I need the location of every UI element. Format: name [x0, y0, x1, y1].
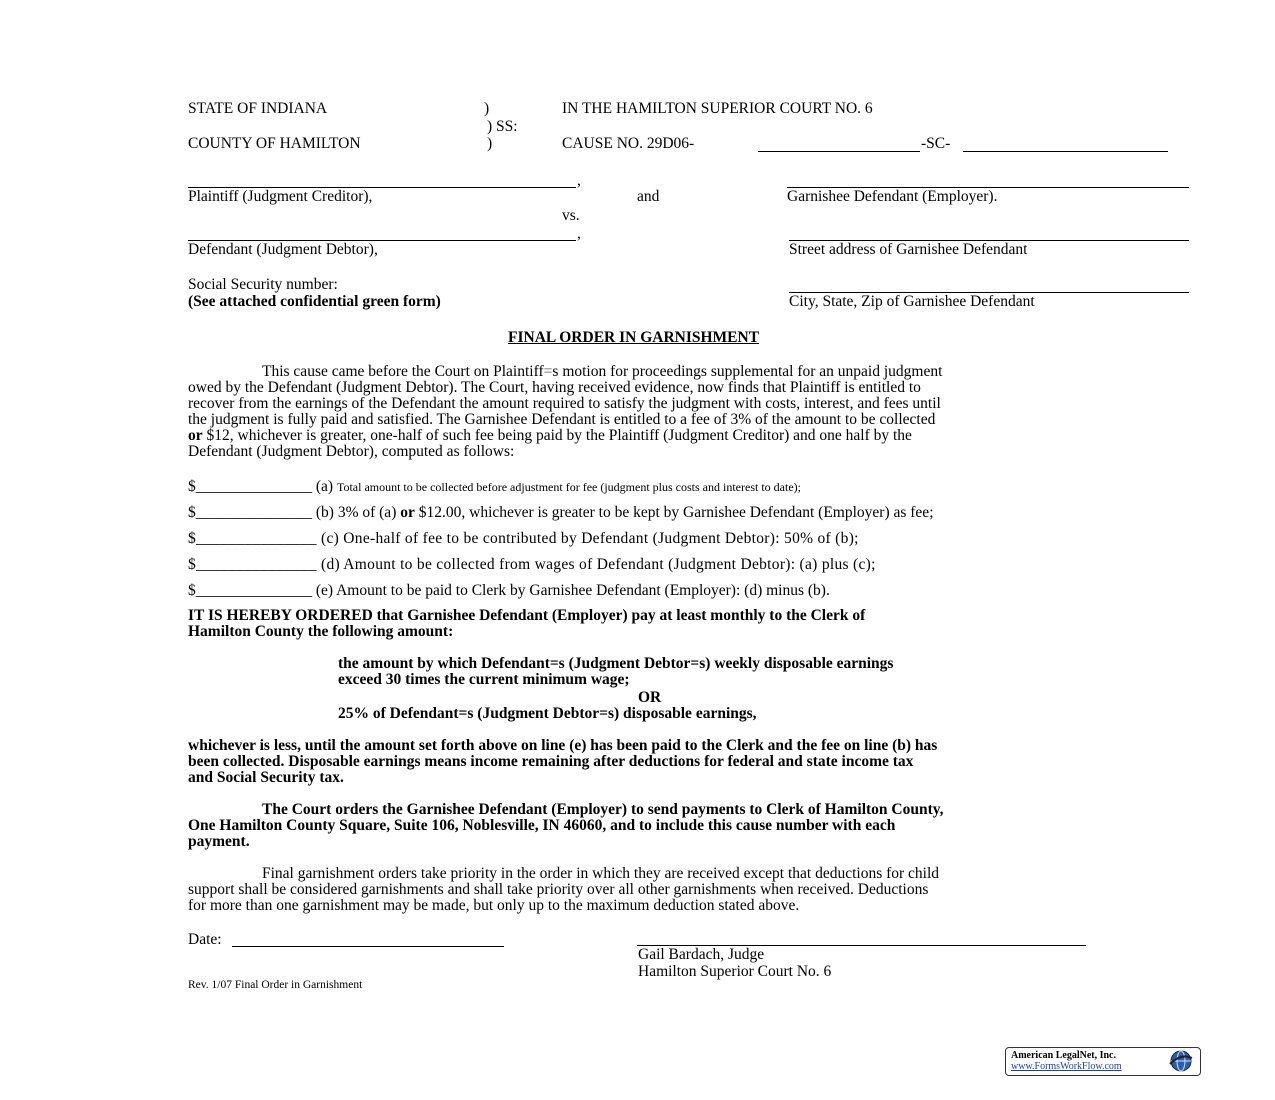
- dollar-sign: $: [188, 556, 197, 573]
- court-heading: IN THE HAMILTON SUPERIOR COURT NO. 6: [562, 100, 873, 117]
- caption-paren: ): [487, 135, 493, 152]
- amount-c-blank[interactable]: _______________: [196, 530, 317, 547]
- paragraph-line: whichever is less, until the amount set forth above on line (e) has been paid to the Clerk and the fee on line (b) has: [188, 737, 938, 754]
- item-a-row: [188, 478, 801, 496]
- paragraph-line: been collected. Disposable earnings means income remaining after deductions for federal and state income tax: [188, 753, 914, 770]
- intro-line: $12, whichever is greater, one-half of such fee being paid by the Plaintiff (Judgment Creditor) and one half by the: [202, 427, 912, 444]
- cause-number-blank-1[interactable]: [758, 151, 920, 152]
- and-label: and: [637, 188, 660, 205]
- intro-line: recover from the earnings of the Defendant the amount required to satisfy the judgment with costs, interest, and fees until: [188, 395, 941, 412]
- amount-a-blank[interactable]: _______________: [195, 478, 312, 495]
- order-line: IT IS HEREBY ORDERED that Garnishee Defendant (Employer) pay at least monthly to the Clerk of: [188, 607, 866, 624]
- item-b-text: (b) 3% of (a): [315, 504, 401, 521]
- intro-symbol: =: [543, 363, 553, 380]
- defendant-comma: ,: [577, 225, 581, 242]
- cause-number-blank-2[interactable]: [963, 151, 1168, 152]
- logo-url-link[interactable]: www.FormsWorkFlow.com: [1011, 1061, 1122, 1072]
- intro-line: Defendant (Judgment Debtor), computed as follows:: [188, 443, 515, 460]
- caption-paren-ss: ) SS:: [487, 118, 518, 135]
- item-e-text: (e) Amount to be paid to Clerk by Garnishee Defendant (Employer): (d) minus (b).: [315, 582, 830, 599]
- item-b-or: or: [400, 504, 415, 521]
- option-1-line: the amount by which Defendant=s (Judgment Debtor=s) weekly disposable earnings: [338, 655, 894, 672]
- whichever-less-paragraph: [188, 738, 1200, 786]
- priority-paragraph: [188, 866, 1200, 914]
- american-legalnet-logo[interactable]: [1005, 1047, 1201, 1076]
- date-label: Date:: [188, 931, 222, 948]
- dollar-sign: $: [188, 582, 196, 599]
- ssn-label: Social Security number:: [188, 276, 338, 293]
- state-label: STATE OF INDIANA: [188, 100, 328, 117]
- garnishee-label: Garnishee Defendant (Employer).: [787, 188, 998, 205]
- plaintiff-label: Plaintiff (Judgment Creditor),: [188, 188, 373, 205]
- payment-paragraph: [188, 802, 1200, 850]
- paragraph-line: One Hamilton County Square, Suite 106, Noblesville, IN 46060, and to include this cause number with each: [188, 817, 896, 834]
- intro-or: or: [188, 427, 203, 444]
- intro-line: owed by the Defendant (Judgment Debtor). The Court, having received evidence, now finds that Plaintiff is entitled to: [188, 379, 921, 396]
- revision-note: Rev. 1/07 Final Order in Garnishment: [188, 979, 363, 991]
- item-e-row: [188, 582, 830, 599]
- logo-company: American LegalNet, Inc.: [1011, 1050, 1116, 1061]
- paragraph-line: and Social Security tax.: [188, 769, 344, 786]
- dollar-sign: $: [188, 478, 196, 495]
- amount-e-blank[interactable]: _______________: [195, 582, 312, 599]
- cause-sc-label: -SC-: [921, 135, 951, 152]
- judge-name: Gail Bardach, Judge: [638, 946, 765, 963]
- ssn-note: (See attached confidential green form): [188, 293, 441, 310]
- intro-paragraph: [188, 364, 1200, 460]
- vs-label: vs.: [562, 207, 580, 224]
- option-1-line: exceed 30 times the current minimum wage;: [338, 671, 630, 688]
- intro-line: This cause came before the Court on Plaintiff: [262, 363, 544, 380]
- globe-icon: [1168, 1049, 1194, 1073]
- defendant-label: Defendant (Judgment Debtor),: [188, 241, 378, 258]
- intro-line: the judgment is fully paid and satisfied. The Garnishee Defendant is entitled to a fee of 3% of the amount to be collected: [188, 411, 936, 428]
- caption-paren: ): [484, 100, 490, 117]
- item-c-text: (c) One-half of fee to be contributed by Defendant (Judgment Debtor): 50% of (b);: [321, 530, 859, 547]
- paragraph-line: support shall be considered garnishments and shall take priority over all other garnishments when received. Deductions: [188, 881, 929, 898]
- item-d-text: (d) Amount to be collected from wages of Defendant (Judgment Debtor): (a) plus (c);: [321, 556, 876, 573]
- item-a-text: Total amount to be collected before adjustment for fee (judgment plus costs and interest to date);: [336, 480, 801, 494]
- item-d-row: [188, 556, 876, 573]
- item-a-label: (a): [315, 478, 334, 495]
- dollar-sign: $: [188, 530, 197, 547]
- amount-d-blank[interactable]: _______________: [196, 556, 317, 573]
- date-blank[interactable]: [232, 946, 504, 947]
- order-paragraph: [188, 608, 1200, 640]
- option-2-line: 25% of Defendant=s (Judgment Debtor=s) disposable earnings,: [338, 705, 757, 722]
- order-line: Hamilton County the following amount:: [188, 623, 454, 640]
- street-address-label: Street address of Garnishee Defendant: [789, 241, 1028, 258]
- plaintiff-comma: ,: [577, 172, 581, 189]
- or-separator: OR: [638, 689, 662, 706]
- item-c-row: [188, 530, 859, 547]
- amount-b-blank[interactable]: _______________: [195, 504, 312, 521]
- county-label: COUNTY OF HAMILTON: [188, 135, 361, 152]
- intro-line: s motion for proceedings supplemental for an unpaid judgment: [552, 363, 943, 380]
- page-title: FINAL ORDER IN GARNISHMENT: [508, 329, 760, 346]
- paragraph-line: for more than one garnishment may be made, but only up to the maximum deduction stated above.: [188, 897, 800, 914]
- judge-court: Hamilton Superior Court No. 6: [638, 963, 832, 980]
- order-options: [338, 656, 893, 688]
- cause-number-label: CAUSE NO. 29D06-: [562, 135, 695, 152]
- paragraph-line: payment.: [188, 833, 250, 850]
- paragraph-line: Final garnishment orders take priority in the order in which they are received except that deductions for child: [262, 865, 940, 882]
- item-b-row: [188, 504, 934, 521]
- city-state-zip-label: City, State, Zip of Garnishee Defendant: [789, 293, 1035, 310]
- item-b-text: $12.00, whichever is greater to be kept by Garnishee Defendant (Employer) as fee;: [414, 504, 934, 521]
- dollar-sign: $: [188, 504, 196, 521]
- paragraph-line: The Court orders the Garnishee Defendant (Employer) to send payments to Clerk of Hamilton County,: [262, 801, 944, 818]
